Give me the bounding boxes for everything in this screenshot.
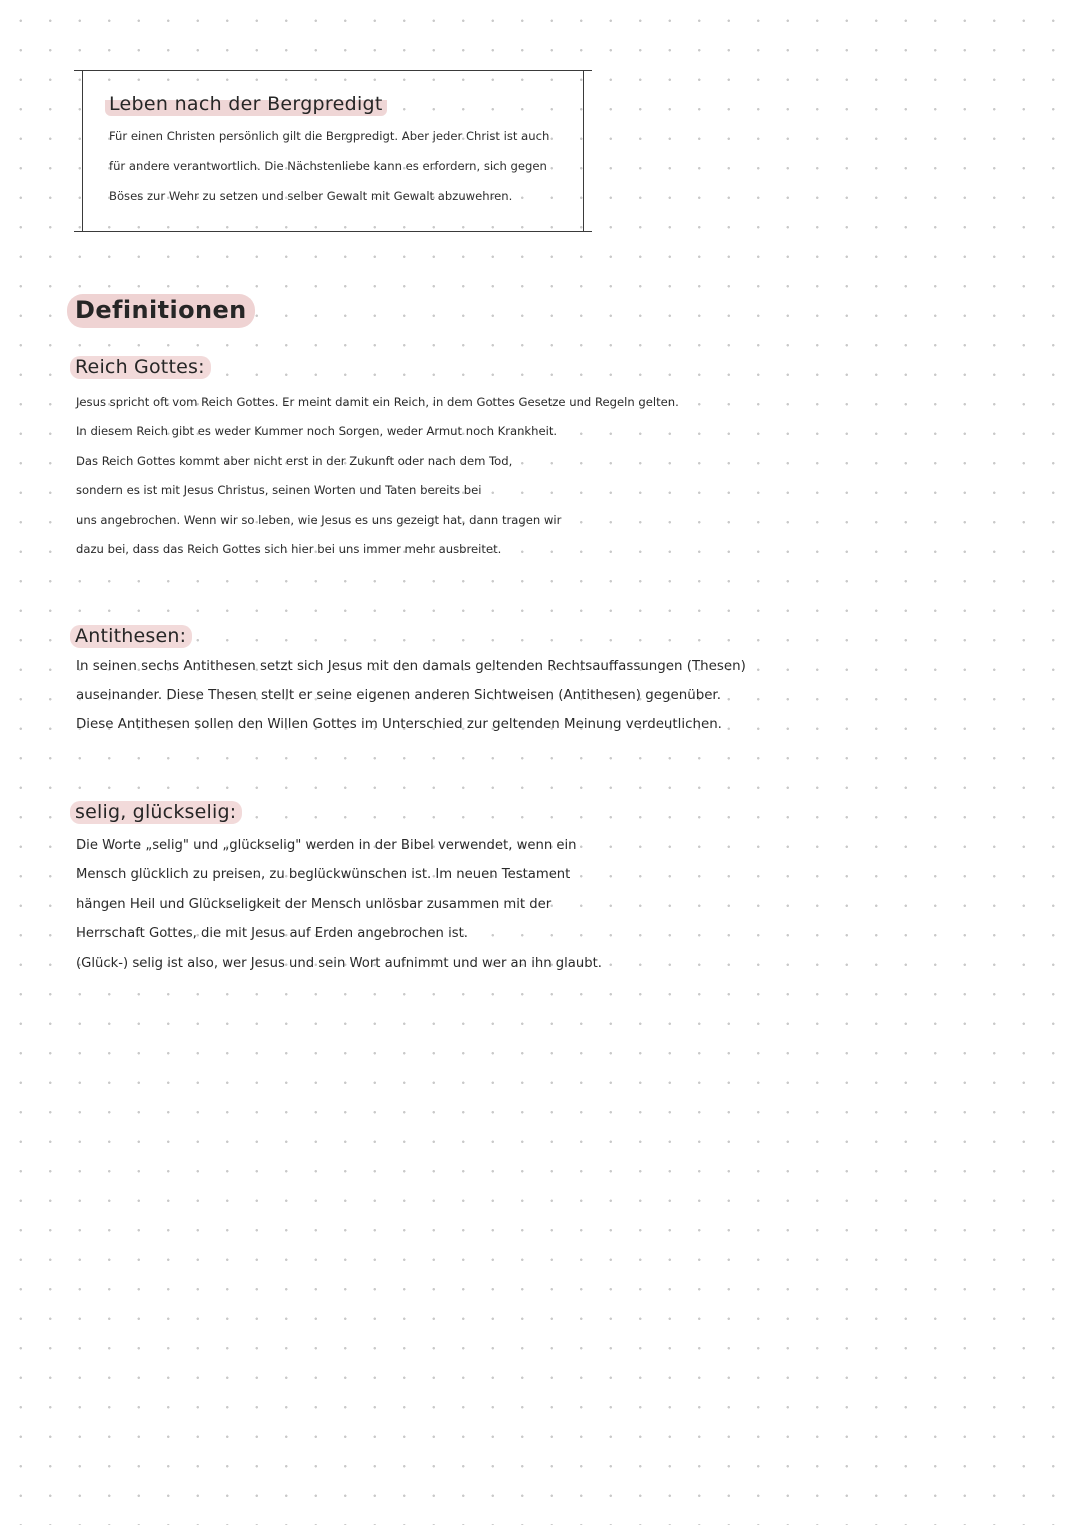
box-line: für andere verantwortlich. Die Nächstenliebe kann es erfordern, sich gegen xyxy=(109,159,547,173)
section-heading: Antithesen: xyxy=(70,625,192,648)
main-heading: Definitionen xyxy=(67,294,255,328)
text-line: In seinen sechs Antithesen setzt sich Jesus mit den damals geltenden Rechtsauffassungen (Thesen) xyxy=(76,659,746,674)
text-line: (Glück-) selig ist also, wer Jesus und sein Wort aufnimmt und wer an ihn glaubt. xyxy=(76,956,602,971)
text-line: hängen Heil und Glückseligkeit der Mensch unlösbar zusammen mit der xyxy=(76,897,552,912)
section-heading: Reich Gottes: xyxy=(70,356,211,379)
text-line: Jesus spricht oft vom Reich Gottes. Er meint damit ein Reich, in dem Gottes Gesetze und Regeln gelten. xyxy=(76,395,679,409)
text-line: uns angebrochen. Wenn wir so leben, wie Jesus es uns gezeigt hat, dann tragen wir xyxy=(76,513,562,527)
box-title: Leben nach der Bergpredigt xyxy=(105,93,387,116)
text-line: Das Reich Gottes kommt aber nicht erst in der Zukunft oder nach dem Tod, xyxy=(76,454,513,468)
text-line: In diesem Reich gibt es weder Kummer noch Sorgen, weder Armut noch Krankheit. xyxy=(76,424,558,438)
text-line: dazu bei, dass das Reich Gottes sich hier bei uns immer mehr ausbreitet. xyxy=(76,542,502,556)
text-line: Diese Antithesen sollen den Willen Gottes im Unterschied zur geltenden Meinung verdeutlichen. xyxy=(76,717,722,732)
text-line: sondern es ist mit Jesus Christus, seinen Worten und Taten bereits bei xyxy=(76,483,482,497)
text-line: Herrschaft Gottes, die mit Jesus auf Erden angebrochen ist. xyxy=(76,926,468,941)
text-line: Mensch glücklich zu preisen, zu beglückwünschen ist. Im neuen Testament xyxy=(76,867,571,882)
section-heading: selig, glückselig: xyxy=(70,801,242,824)
box-line: Für einen Christen persönlich gilt die Bergpredigt. Aber jeder Christ ist auch xyxy=(109,129,550,143)
text-line: Die Worte „selig" und „glückselig" werden in der Bibel verwendet, wenn ein xyxy=(76,838,577,853)
box-line: Böses zur Wehr zu setzen und selber Gewalt mit Gewalt abzuwehren. xyxy=(109,189,513,203)
summary-box xyxy=(82,70,584,232)
text-line: auseinander. Diese Thesen stellt er seine eigenen anderen Sichtweisen (Antithesen) gegenüber. xyxy=(76,688,721,703)
